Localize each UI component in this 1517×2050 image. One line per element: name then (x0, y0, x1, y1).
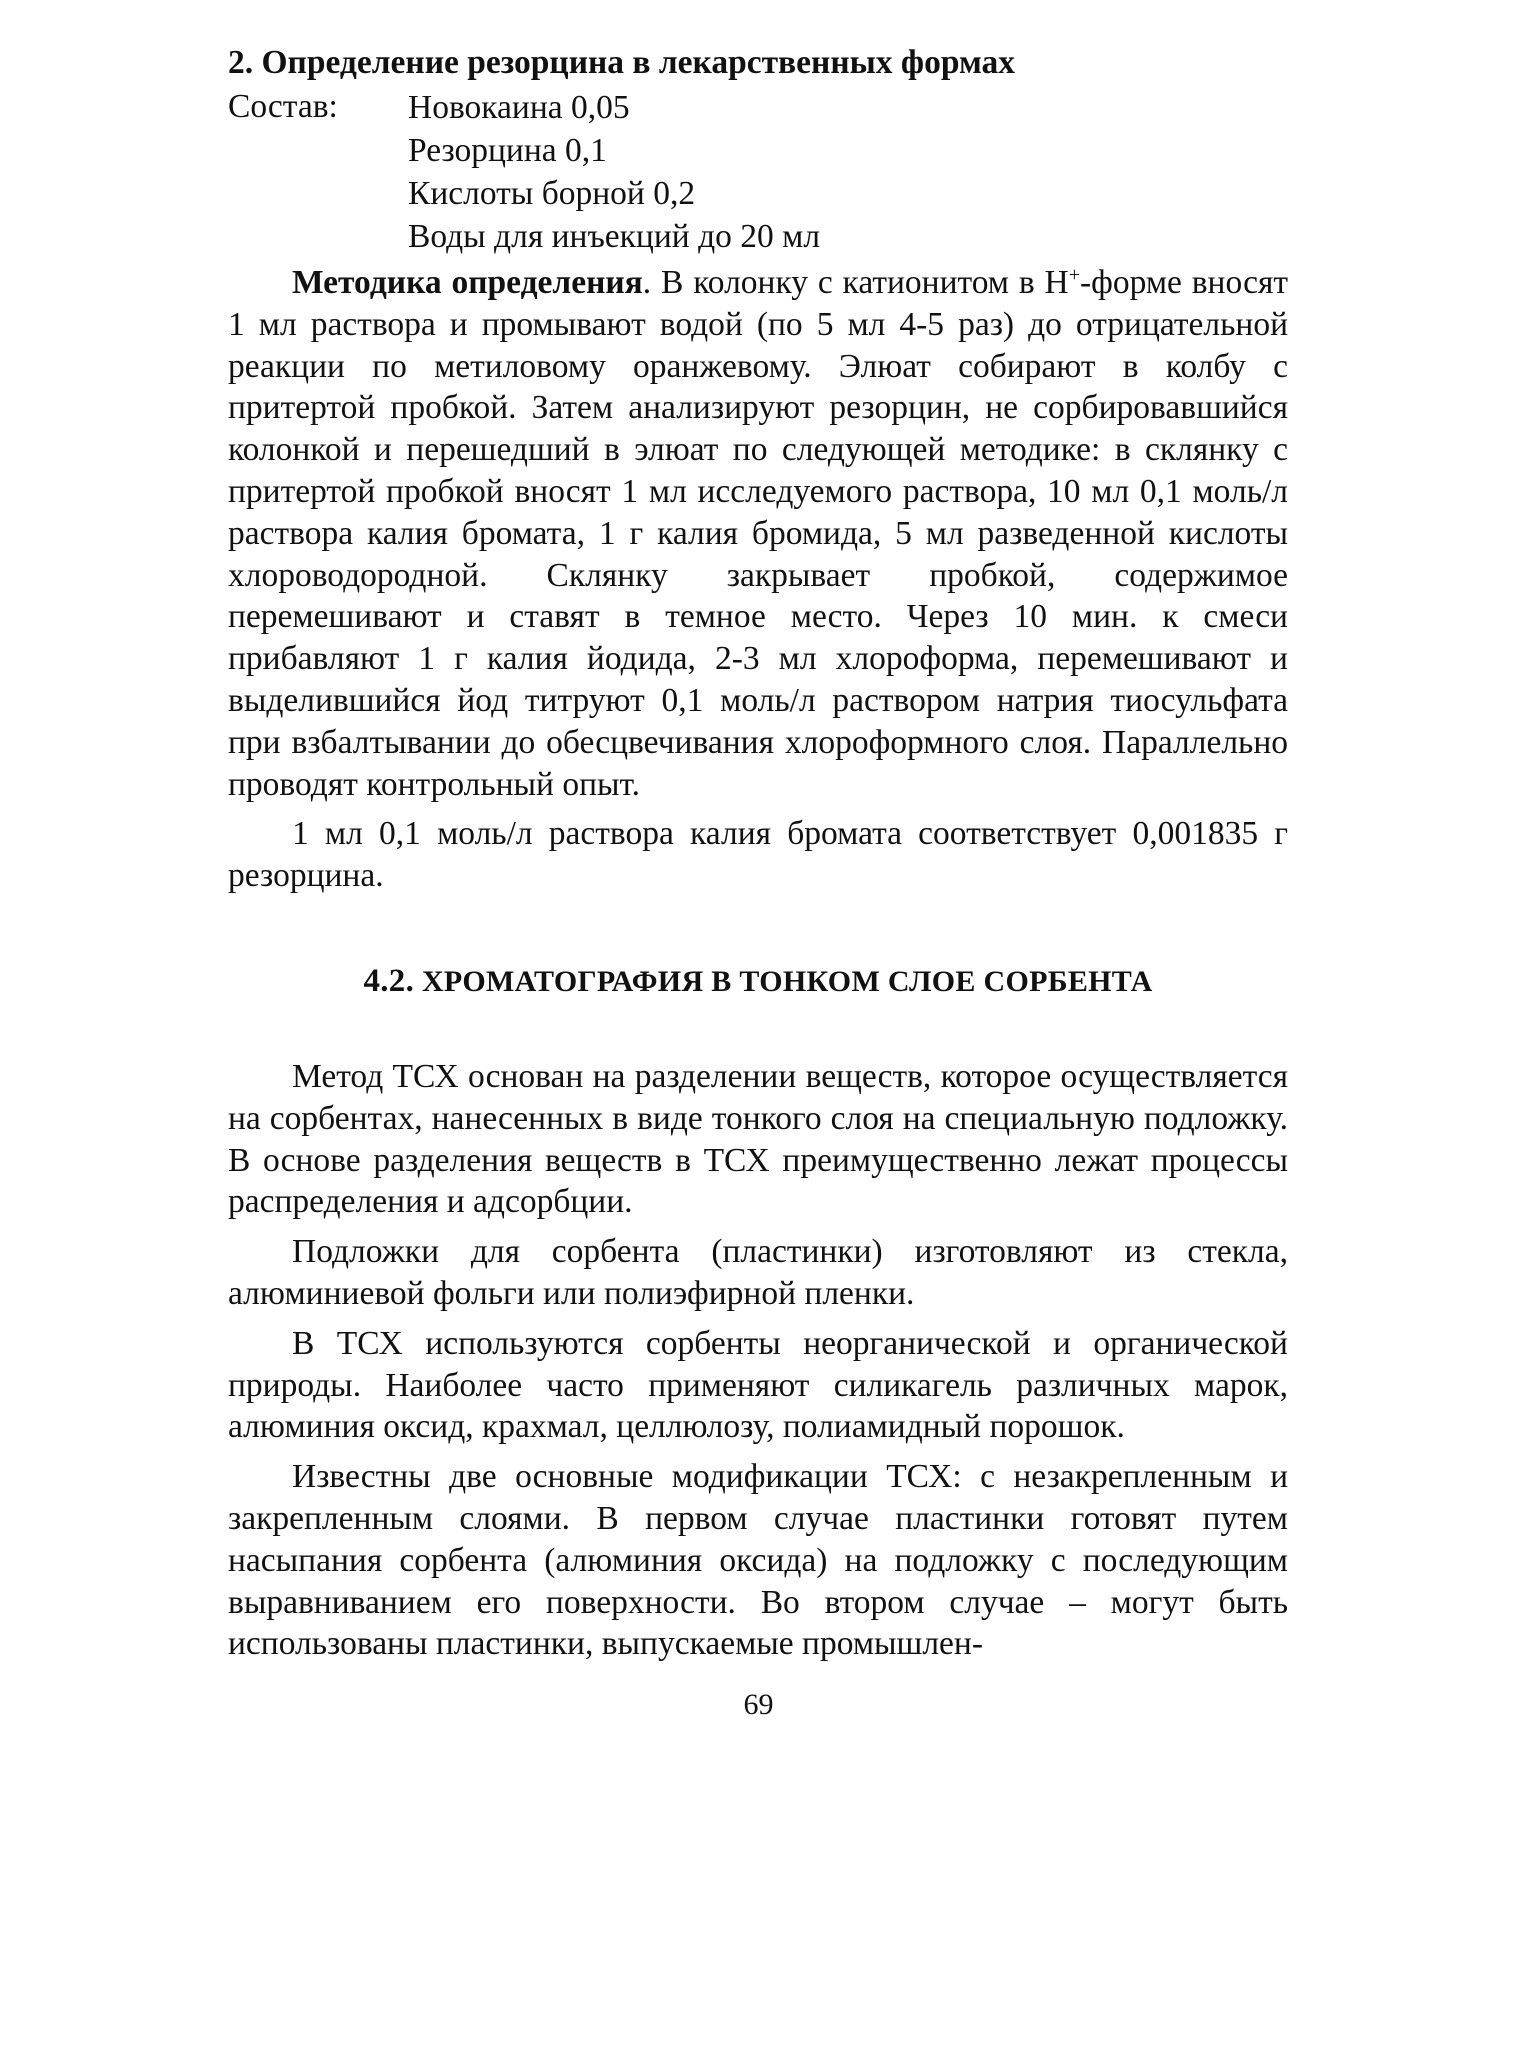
page-number: 69 (743, 1688, 774, 1721)
body-paragraph: Подложки для сорбента (пластинки) изготовляют из стекла, алюминиевой фольги или полиэфирной пленки. (228, 1233, 1288, 1312)
composition-block (228, 86, 1288, 258)
composition-label: Состав: (228, 88, 338, 125)
method-text-start: . В колонку с катионитом в H (642, 264, 1069, 301)
section-title: 2. Определение резорцина в лекарственных формах (228, 44, 1016, 81)
chapter-title: ХРОМАТОГРАФИЯ В ТОНКОМ СЛОЕ СОРБЕНТА (421, 964, 1153, 998)
composition-item: Резорцина 0,1 (408, 132, 607, 169)
chapter-number: 4.2. (363, 962, 415, 999)
method-label: Методика определения (292, 264, 643, 301)
page-content (228, 40, 1288, 1673)
body-paragraph: Метод ТСХ основан на разделении веществ, которое осуществляется на сорбентах, нанесенных в виде тонкого слоя на специальную подложку. В основе разделения веществ в ТСХ преимущественно лежат процессы распределения и адсорбции. (228, 1057, 1288, 1221)
composition-item: Воды для инъекций до 20 мл (408, 218, 821, 255)
method-text-rest: -форме вносят 1 мл раствора и промывают водой (по 5 мл 4-5 раз) до отрицательной реакции по метиловому оранжевому. Элюат собирают в колбу с притертой пробкой. Затем анализируют резорцин, не сорбировавшийся колонкой и перешедший в элюат по следующей методике: в склянку с притертой пробкой вносят 1 мл исследуемого раствора, 10 мл 0,1 моль/л раствора калия бромата, 1 г калия бромида, 5 мл разведенной кислоты хлороводородной. Склянку закрывает пробкой, содержимое перемешивают и ставят в темное место. Через 10 мин. к смеси прибавляют 1 г калия йодида, 2-3 мл хлороформа, перемешивают и выделившийся йод титруют 0,1 моль/л раствором натрия тиосульфата при взбалтывании до обесцвечивания хлороформного слоя. Параллельно проводят контрольный опыт. (228, 264, 1288, 803)
composition-item: Новокаина 0,05 (408, 89, 630, 126)
composition-item: Кислоты борной 0,2 (408, 175, 696, 212)
method-superscript: + (1068, 263, 1080, 286)
body-paragraph: Известны две основные модификации ТСХ: с незакрепленным и закрепленным слоями. В первом случае пластинки готовят путем насыпания сорбента (алюминия оксида) на подложку с последующим выравниванием его поверхности. Во втором случае – могут быть использованы пластинки, выпускаемые промышлен- (228, 1458, 1288, 1663)
body-paragraph: В ТСХ используются сорбенты неорганической и органической природы. Наиболее часто применяют силикагель различных марок, алюминия оксид, крахмал, целлюлозу, полиамидный порошок. (228, 1324, 1288, 1446)
composition-list (408, 86, 820, 258)
chapter-heading (228, 959, 1288, 1004)
method-paragraph (228, 262, 1288, 805)
equivalence-paragraph: 1 мл 0,1 моль/л раствора калия бромата соответствует 0,001835 г резорцина. (228, 815, 1288, 895)
